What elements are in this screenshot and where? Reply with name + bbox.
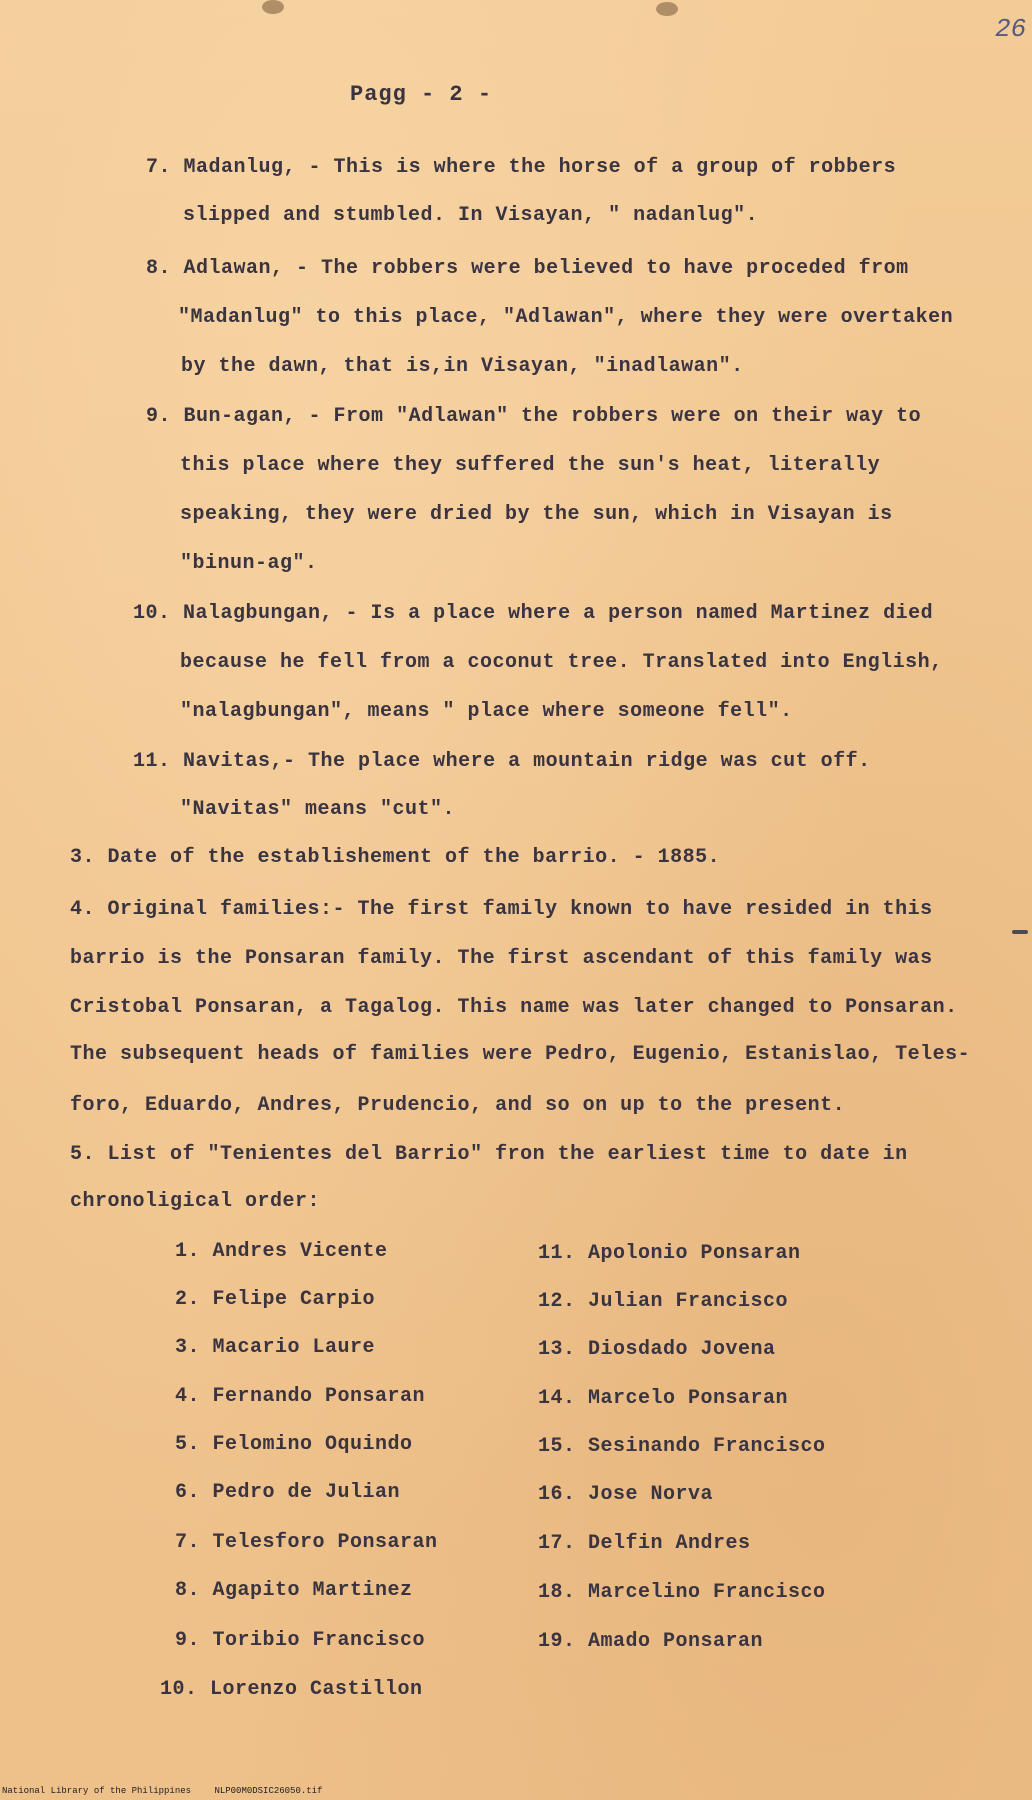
section-5-line-1: 5. List of "Tenientes del Barrio" fron the earliest time to date in [70,1143,908,1166]
handwritten-page-number: 26 [995,14,1027,44]
footer-file: NLP00M0DSIC26050.tif [214,1786,323,1796]
teniente-1: 1. Andres Vicente [175,1240,388,1263]
teniente-2: 2. Felipe Carpio [175,1288,376,1311]
item-11-line-2: "Navitas" means "cut". [180,798,456,821]
item-7-line-2: slipped and stumbled. In Visayan, " nadanlug". [183,204,759,227]
teniente-13: 13. Diosdado Jovena [538,1338,776,1361]
teniente-7: 7. Telesforo Ponsaran [175,1531,438,1554]
teniente-3: 3. Macario Laure [175,1336,376,1359]
teniente-5: 5. Felomino Oquindo [175,1433,413,1456]
section-4-line-3: Cristobal Ponsaran, a Tagalog. This name was later changed to Ponsaran. [70,996,958,1019]
item-9-line-3: speaking, they were dried by the sun, which in Visayan is [180,503,893,526]
item-9-line-4: "binun-ag". [180,552,318,575]
section-4-line-5: foro, Eduardo, Andres, Prudencio, and so on up to the present. [70,1094,846,1117]
item-10-line-1: 10. Nalagbungan, - Is a place where a person named Martinez died [133,602,934,625]
item-8-line-2: "Madanlug" to this place, "Adlawan", where they were overtaken [178,306,954,329]
item-10-line-3: "nalagbungan", means " place where someone fell". [180,700,793,723]
item-8-line-3: by the dawn, that is,in Visayan, "inadlawan". [181,355,744,378]
teniente-6: 6. Pedro de Julian [175,1481,401,1504]
teniente-12: 12. Julian Francisco [538,1290,789,1313]
edge-mark [1012,930,1028,934]
item-11-line-1: 11. Navitas,- The place where a mountain ridge was cut off. [133,750,871,773]
item-9-line-1: 9. Bun-agan, - From "Adlawan" the robbers were on their way to [146,405,922,428]
section-4-line-4: The subsequent heads of families were Pedro, Eugenio, Estanislao, Teles- [70,1043,971,1066]
scan-footer [2,1786,340,1796]
item-9-line-2: this place where they suffered the sun's heat, literally [180,454,881,477]
page-header: Pagg - 2 - [350,82,493,107]
footer-library: National Library of the Philippines [2,1786,192,1796]
section-4-line-1: 4. Original families:- The first family known to have resided in this [70,898,933,921]
punch-hole [262,0,284,14]
punch-hole [656,2,678,16]
teniente-8: 8. Agapito Martinez [175,1579,413,1602]
teniente-19: 19. Amado Ponsaran [538,1630,764,1653]
item-8-line-1: 8. Adlawan, - The robbers were believed to have proceded from [146,257,909,280]
section-3-date: 3. Date of the establishement of the barrio. - 1885. [70,846,721,869]
teniente-17: 17. Delfin Andres [538,1532,751,1555]
section-4-line-2: barrio is the Ponsaran family. The first ascendant of this family was [70,947,933,970]
section-5-line-2: chronoligical order: [70,1190,321,1213]
teniente-16: 16. Jose Norva [538,1483,714,1506]
teniente-4: 4. Fernando Ponsaran [175,1385,426,1408]
teniente-18: 18. Marcelino Francisco [538,1581,826,1604]
teniente-15: 15. Sesinando Francisco [538,1435,826,1458]
teniente-10: 10. Lorenzo Castillon [160,1678,423,1701]
teniente-9: 9. Toribio Francisco [175,1629,426,1652]
teniente-11: 11. Apolonio Ponsaran [538,1242,801,1265]
teniente-14: 14. Marcelo Ponsaran [538,1387,789,1410]
item-10-line-2: because he fell from a coconut tree. Translated into English, [180,651,943,674]
item-7-line-1: 7. Madanlug, - This is where the horse of a group of robbers [146,156,897,179]
